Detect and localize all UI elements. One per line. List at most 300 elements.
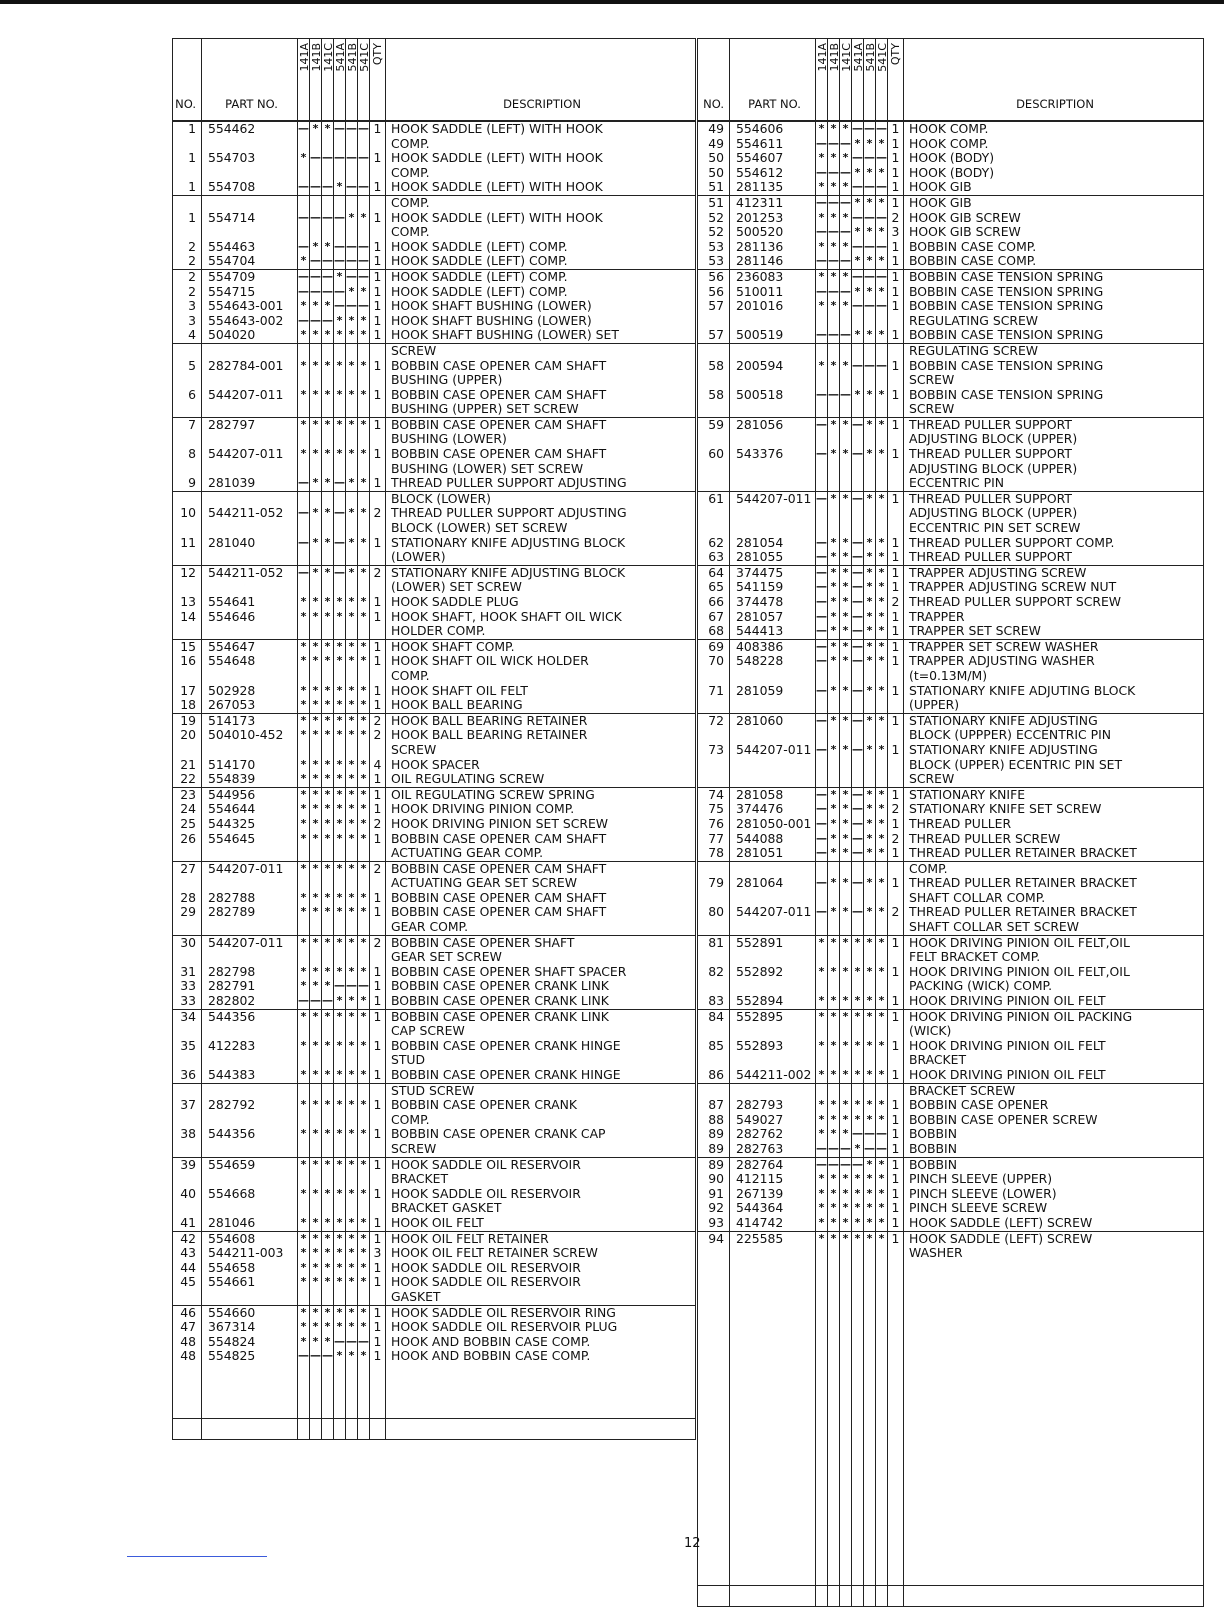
quantity [370, 624, 386, 639]
model-mark: — [840, 387, 851, 401]
model-mark [322, 137, 334, 152]
description: HOOK DRIVING PINION OIL FELT [904, 994, 1204, 1009]
description [904, 1531, 1204, 1549]
description: TRAPPER ADJUSTING SCREW NUT [904, 580, 1204, 595]
part-number [730, 920, 816, 935]
table-row [173, 550, 696, 565]
model-mark: * [816, 180, 828, 195]
model-mark: — [876, 210, 887, 224]
table-row [698, 1246, 1204, 1261]
description: COMP. [386, 195, 696, 210]
model-mark [828, 1477, 840, 1495]
quantity: 2 [370, 861, 386, 876]
model-mark [310, 1201, 322, 1216]
model-mark [322, 1201, 334, 1216]
model-mark [840, 772, 852, 787]
part-number [202, 1172, 298, 1187]
description: COMP. [386, 137, 696, 152]
part-number [730, 1423, 816, 1441]
description: ADJUSTING BLOCK (UPPER) [904, 462, 1204, 477]
model-mark [346, 550, 358, 565]
part-number [730, 402, 816, 417]
part-number: 500519 [730, 328, 816, 343]
model-mark: — [322, 284, 333, 298]
quantity [888, 1513, 904, 1531]
item-number: 80 [698, 905, 730, 920]
item-number [173, 876, 202, 891]
model-mark [828, 373, 840, 388]
model-mark [816, 728, 828, 743]
model-mark: * [876, 713, 888, 728]
item-number: 53 [698, 240, 730, 255]
model-mark: — [852, 654, 863, 668]
model-mark: — [322, 313, 333, 327]
model-mark: * [298, 595, 310, 610]
part-number [730, 1567, 816, 1586]
quantity: 1 [888, 846, 904, 861]
model-mark: * [876, 1216, 888, 1231]
part-number: 236083 [730, 269, 816, 284]
description: COMP. [904, 861, 1204, 876]
model-mark: * [346, 1216, 358, 1231]
model-mark: * [358, 388, 370, 403]
item-number: 76 [698, 817, 730, 832]
part-number: 281054 [730, 536, 816, 551]
part-number: 544356 [202, 1009, 298, 1024]
model-mark: * [816, 1127, 828, 1142]
quantity: 1 [370, 180, 386, 195]
part-number: 281055 [730, 550, 816, 565]
description: HOOK OIL FELT RETAINER SCREW [386, 1246, 696, 1261]
table-row [698, 373, 1204, 388]
quantity: 1 [370, 285, 386, 300]
table-row [698, 285, 1204, 300]
model-mark: — [876, 1142, 888, 1157]
model-mark: * [358, 728, 370, 743]
model-mark [828, 861, 840, 876]
part-number [202, 462, 298, 477]
item-number [698, 920, 730, 935]
description: HOOK SADDLE OIL RESERVOIR [386, 1275, 696, 1290]
part-number: 544207-011 [202, 447, 298, 462]
description: THREAD PULLER RETAINER BRACKET [904, 905, 1204, 920]
model-mark: * [322, 1039, 334, 1054]
model-mark: * [298, 787, 310, 802]
model-mark: * [828, 240, 840, 255]
model-mark: * [876, 876, 888, 891]
part-number: 282798 [202, 965, 298, 980]
quantity [888, 1423, 904, 1441]
part-number: 282802 [202, 994, 298, 1009]
model-mark: * [322, 476, 334, 491]
model-mark [852, 1333, 864, 1351]
model-mark: — [840, 284, 851, 298]
model-mark: — [334, 476, 346, 491]
part-number: 554646 [202, 610, 298, 625]
model-mark [816, 1423, 828, 1441]
description: HOOK SADDLE (LEFT) WITH HOOK [386, 121, 696, 137]
model-mark: — [816, 595, 827, 608]
item-number [173, 521, 202, 536]
description: BOBBIN CASE OPENER CAM SHAFT [386, 417, 696, 432]
model-mark [816, 861, 828, 876]
model-mark [298, 1364, 310, 1382]
part-number: 412283 [202, 1039, 298, 1054]
model-mark: * [876, 1187, 888, 1202]
model-mark: — [852, 447, 863, 461]
quantity [888, 1024, 904, 1039]
part-number: 281040 [202, 536, 298, 551]
quantity: 1 [888, 254, 904, 269]
item-number: 44 [173, 1261, 202, 1276]
description: STUD [386, 1053, 696, 1068]
part-number [730, 343, 816, 358]
model-mark: * [298, 254, 310, 269]
part-number: 544088 [730, 832, 816, 847]
model-mark: — [334, 506, 345, 520]
model-mark [852, 476, 864, 491]
quantity [888, 1246, 904, 1261]
model-mark: * [358, 772, 370, 787]
model-mark: * [876, 905, 888, 920]
item-number [698, 1441, 730, 1459]
model-mark [852, 1423, 864, 1441]
model-mark: * [828, 787, 840, 802]
description: REGULATING SCREW [904, 314, 1204, 329]
description: BRACKET SCREW [904, 1083, 1204, 1098]
model-mark [816, 1531, 828, 1549]
description: HOOK SADDLE (LEFT) WITH HOOK [386, 211, 696, 226]
description: GEAR COMP. [386, 920, 696, 935]
description: HOOK OIL FELT [386, 1216, 696, 1231]
part-number [202, 846, 298, 861]
model-mark [334, 876, 346, 891]
quantity [370, 876, 386, 891]
model-mark [358, 432, 370, 447]
model-mark [852, 1053, 864, 1068]
model-mark [864, 772, 876, 787]
quantity: 1 [888, 684, 904, 699]
quantity: 1 [888, 1009, 904, 1024]
model-mark [346, 920, 358, 935]
model-mark [876, 506, 888, 521]
model-mark: * [358, 965, 370, 980]
model-mark: * [358, 1039, 370, 1054]
model-mark [876, 314, 888, 329]
model-mark [346, 402, 358, 417]
quantity [888, 314, 904, 329]
table-row [173, 580, 696, 595]
quantity [370, 1400, 386, 1419]
description: BOBBIN CASE OPENER CRANK CAP [386, 1127, 696, 1142]
part-number: 374475 [730, 565, 816, 580]
model-mark [852, 1477, 864, 1495]
model-mark: — [816, 624, 828, 639]
model-mark: * [840, 713, 852, 728]
model-mark: * [310, 965, 322, 980]
description: BOBBIN CASE TENSION SPRING [904, 359, 1204, 374]
quantity [370, 343, 386, 358]
model-mark: * [816, 1172, 828, 1187]
part-number [202, 920, 298, 935]
part-number [730, 1297, 816, 1315]
quantity [888, 402, 904, 417]
description: HOOK COMP. [904, 137, 1204, 152]
quantity: 1 [370, 240, 386, 255]
model-mark [322, 624, 334, 639]
description: PINCH SLEEVE SCREW [904, 1201, 1204, 1216]
description [386, 1364, 696, 1382]
model-mark: * [322, 1246, 334, 1261]
model-mark [852, 950, 864, 965]
model-mark [828, 1351, 840, 1369]
model-mark: — [816, 417, 827, 431]
quantity [888, 1387, 904, 1405]
model-mark [358, 669, 370, 684]
model-mark: * [322, 1320, 334, 1335]
model-mark: * [852, 285, 864, 300]
quantity [888, 1351, 904, 1369]
description: THREAD PULLER SUPPORT [904, 447, 1204, 462]
model-mark: * [852, 935, 864, 950]
part-number [202, 950, 298, 965]
model-mark: * [828, 1216, 840, 1231]
item-number: 89 [698, 1157, 730, 1172]
part-number [202, 1113, 298, 1128]
table-row [173, 1068, 696, 1083]
model-mark [816, 1405, 828, 1423]
item-number [173, 1024, 202, 1039]
model-mark: * [310, 728, 322, 743]
model-mark [310, 521, 322, 536]
part-number: 282763 [730, 1142, 816, 1157]
model-mark [828, 1495, 840, 1513]
model-mark: — [346, 239, 357, 253]
description: HOOK BALL BEARING RETAINER [386, 728, 696, 743]
model-mark: * [864, 1039, 876, 1054]
table-row [173, 1231, 696, 1246]
model-mark [816, 432, 828, 447]
model-mark: * [334, 639, 346, 654]
part-number: 552894 [730, 994, 816, 1009]
table-row [698, 832, 1204, 847]
model-mark [298, 1290, 310, 1305]
model-mark: — [298, 180, 310, 195]
model-mark: * [828, 802, 840, 817]
table-row [698, 1039, 1204, 1054]
model-mark: * [334, 1275, 346, 1290]
table-row [173, 1335, 696, 1350]
item-number: 2 [173, 254, 202, 269]
table-row [698, 1024, 1204, 1039]
model-mark: * [816, 1068, 828, 1083]
item-number: 84 [698, 1009, 730, 1024]
table-row [173, 1009, 696, 1024]
model-mark [828, 1083, 840, 1098]
model-mark [828, 698, 840, 713]
model-mark [334, 521, 346, 536]
item-number [698, 462, 730, 477]
table-row [698, 269, 1204, 284]
table-row [173, 1305, 696, 1320]
model-mark: * [816, 1009, 828, 1024]
model-mark: * [876, 639, 888, 654]
model-mark [310, 432, 322, 447]
item-number [698, 1477, 730, 1495]
model-mark: — [828, 328, 840, 343]
description: GEAR SET SCREW [386, 950, 696, 965]
quantity: 1 [888, 195, 904, 210]
description: BUSHING (LOWER) SET SCREW [386, 462, 696, 477]
item-number: 85 [698, 1039, 730, 1054]
description: BOBBIN CASE OPENER CRANK [386, 1098, 696, 1113]
quantity [888, 758, 904, 773]
description: PINCH SLEEVE (UPPER) [904, 1172, 1204, 1187]
description: HOOK SHAFT OIL WICK HOLDER [386, 654, 696, 669]
description: BUSHING (UPPER) SET SCREW [386, 402, 696, 417]
model-mark: — [298, 994, 310, 1009]
table-row [173, 521, 696, 536]
model-mark: * [816, 1201, 828, 1216]
part-number: 554709 [202, 269, 298, 284]
model-mark [816, 1315, 828, 1333]
model-mark: * [322, 772, 334, 787]
model-mark [852, 1279, 864, 1297]
table-row [698, 1172, 1204, 1187]
model-mark [310, 1083, 322, 1098]
table-row [173, 462, 696, 477]
model-mark: — [816, 609, 827, 623]
model-mark [298, 580, 310, 595]
model-mark: * [358, 1098, 370, 1113]
model-mark [864, 979, 876, 994]
item-number [698, 891, 730, 906]
model-mark [334, 1201, 346, 1216]
model-mark: * [840, 876, 852, 891]
model-mark [840, 521, 852, 536]
model-mark: * [358, 359, 370, 374]
quantity: 1 [888, 240, 904, 255]
model-mark: — [852, 816, 863, 830]
description: SHAFT COLLAR SET SCREW [904, 920, 1204, 935]
table-row [173, 817, 696, 832]
model-mark [298, 1113, 310, 1128]
model-mark: * [298, 832, 310, 847]
description: THREAD PULLER SUPPORT [904, 550, 1204, 565]
model-mark: * [816, 1216, 828, 1231]
description: HOOK DRIVING PINION OIL FELT [904, 1039, 1204, 1054]
part-number [730, 373, 816, 388]
item-number: 10 [173, 506, 202, 521]
part-number: 544211-002 [730, 1068, 816, 1083]
model-mark [876, 402, 888, 417]
model-mark [334, 491, 346, 506]
item-number [173, 846, 202, 861]
model-mark [322, 1024, 334, 1039]
model-mark: * [334, 772, 346, 787]
model-mark [876, 1495, 888, 1513]
model-mark: — [840, 1142, 852, 1157]
item-number [698, 1053, 730, 1068]
model-mark [322, 743, 334, 758]
model-mark [828, 1297, 840, 1315]
model-mark: * [298, 684, 310, 699]
table-row [698, 151, 1204, 166]
item-number: 30 [173, 935, 202, 950]
table-row [173, 935, 696, 950]
model-mark: * [358, 506, 370, 521]
model-mark [840, 1387, 852, 1405]
table-row [173, 1127, 696, 1142]
model-mark [828, 1459, 840, 1477]
quantity [888, 1459, 904, 1477]
table-row [698, 1477, 1204, 1495]
quantity: 1 [370, 1231, 386, 1246]
model-mark: * [816, 935, 828, 950]
quantity: 1 [888, 1187, 904, 1202]
model-mark [358, 920, 370, 935]
table-row [698, 1216, 1204, 1231]
item-number [173, 343, 202, 358]
table-row [173, 1083, 696, 1098]
quantity: 1 [888, 1098, 904, 1113]
item-number: 67 [698, 610, 730, 625]
model-mark: * [310, 417, 322, 432]
description: THREAD PULLER RETAINER BRACKET [904, 846, 1204, 861]
model-mark: * [334, 758, 346, 773]
description: HOOK DRIVING PINION SET SCREW [386, 817, 696, 832]
item-number [173, 743, 202, 758]
model-mark: * [852, 994, 864, 1009]
model-mark: * [816, 359, 828, 374]
model-mark: * [864, 994, 876, 1009]
model-mark: * [358, 314, 370, 329]
item-number: 51 [698, 195, 730, 210]
model-mark [852, 979, 864, 994]
model-mark: * [876, 1039, 888, 1054]
model-mark: * [298, 1039, 310, 1054]
model-mark [864, 1387, 876, 1405]
part-number [202, 402, 298, 417]
model-mark: * [864, 1157, 876, 1172]
item-number: 48 [173, 1335, 202, 1350]
table-row [173, 595, 696, 610]
model-mark: * [840, 180, 852, 195]
model-mark [346, 950, 358, 965]
model-mark [840, 343, 852, 358]
model-mark: — [816, 787, 827, 801]
model-mark: * [346, 610, 358, 625]
description: BOBBIN [904, 1127, 1204, 1142]
model-mark: * [310, 1187, 322, 1202]
description: TRAPPER [904, 610, 1204, 625]
model-mark: * [358, 817, 370, 832]
quantity: 2 [888, 905, 904, 920]
model-mark: — [828, 225, 839, 239]
model-mark: * [322, 1009, 334, 1024]
quantity: 1 [888, 610, 904, 625]
part-number: 282793 [730, 1098, 816, 1113]
model-mark [864, 1549, 876, 1567]
item-number: 15 [173, 639, 202, 654]
model-mark: * [298, 1157, 310, 1172]
model-mark [828, 1513, 840, 1531]
model-mark: * [816, 1039, 828, 1054]
model-mark: — [298, 284, 309, 298]
description: BOBBIN CASE COMP. [904, 240, 1204, 255]
part-number [202, 1083, 298, 1098]
quantity: 1 [888, 713, 904, 728]
